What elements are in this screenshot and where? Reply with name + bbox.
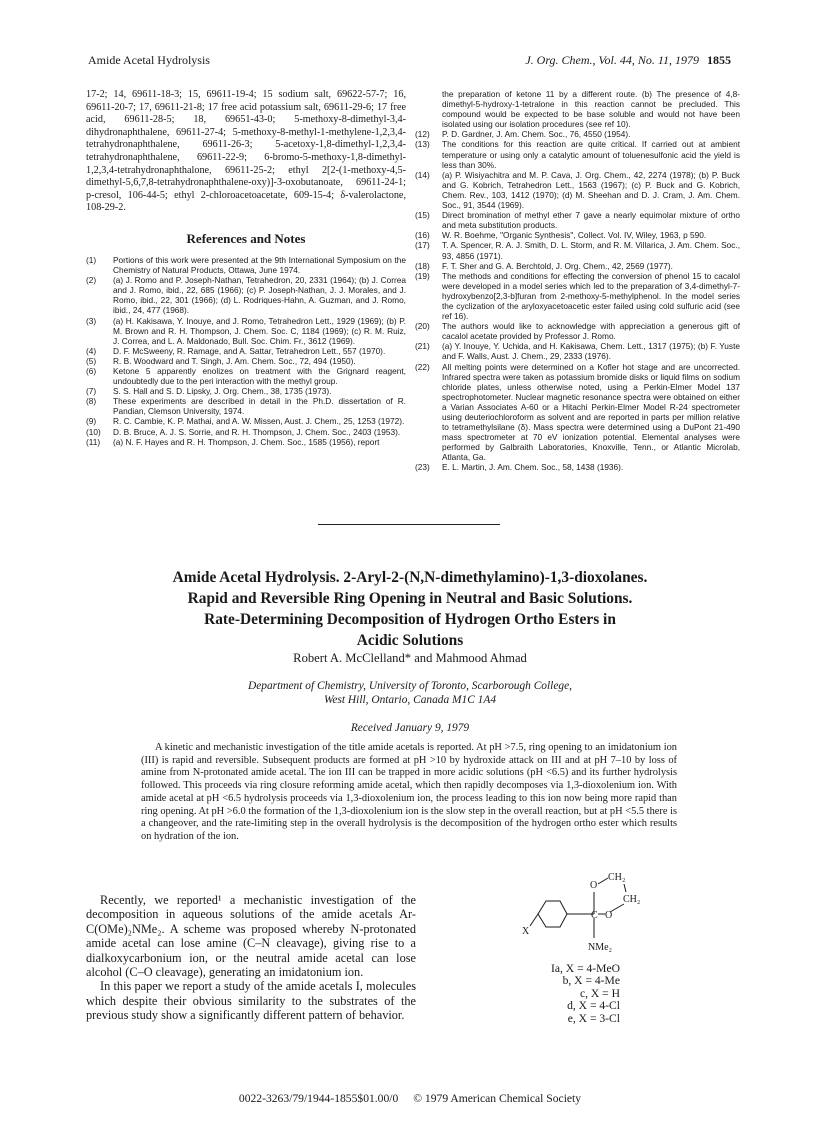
reference-text: (a) H. Kakisawa, Y. Inouye, and J. Romo, Tetrahedron Lett., 1929 (1969); (b) P. M. Brown and R. H. Thompson, J. Chem. Soc. C, 1184 (1969); (c) R. M. Ruiz, J. Correa, and L. A. Maldonado, Bull. Soc. Chim. Fr., 3612 (1969). bbox=[113, 315, 406, 346]
received-date: Received January 9, 1979 bbox=[350, 722, 470, 734]
reference-number: (14) bbox=[415, 169, 430, 180]
reference-number: (8) bbox=[86, 396, 97, 407]
reference-item bbox=[86, 316, 406, 346]
reference-item bbox=[86, 416, 406, 426]
x-substituent-label: X bbox=[522, 926, 530, 937]
nme2-label: NMe₂ bbox=[588, 942, 613, 953]
o-right-label: O bbox=[605, 910, 613, 921]
reference-number: (20) bbox=[415, 321, 430, 332]
journal-citation: J. Org. Chem., Vol. 44, No. 11, 1979 bbox=[525, 53, 699, 67]
reference-number: (5) bbox=[86, 355, 97, 366]
right-column bbox=[415, 89, 740, 473]
compound-item: Ia, X = 4-MeO bbox=[551, 962, 620, 975]
reference-item bbox=[86, 437, 406, 447]
reference-item bbox=[415, 139, 740, 169]
compound-item: e, X = 3-Cl bbox=[567, 1011, 620, 1025]
reference-item bbox=[415, 210, 740, 230]
reference-text: (a) Y. Inouye, Y. Uchida, and H. Kakisawa, Chem. Lett., 1317 (1975); (b) F. Yuste and F. Walls, Aust. J. Chem., 29, 2333 (1976). bbox=[442, 341, 740, 362]
c-center-label: C bbox=[591, 910, 598, 921]
paragraph: In this paper we report a study of the amide acetals I, molecules which despite their obvious similarity to the substrates of the previous study show a significantly different pattern of behavior. bbox=[86, 979, 416, 1023]
reference-item bbox=[415, 240, 740, 260]
reference-text: D. B. Bruce, A. J. S. Sorrie, and R. H. Thompson, J. Chem. Soc., 2403 (1953). bbox=[113, 426, 401, 437]
reference-text: S. S. Hall and S. D. Lipsky, J. Org. Chem., 38, 1735 (1973). bbox=[113, 386, 332, 397]
reference-text: (a) P. Wisiyachitra and M. P. Cava, J. Org. Chem., 42, 2274 (1978); (b) P. Buck and G. Kobrich, Tetrahedron Lett., 1563 (1967); (c) P. Buck and G. Kobrich, Chem. Rev., 103, 1412 (1970); (d) M. Sheehan and D. J. Cram, J. Am. Chem. Soc., 91, 3544 (1969). bbox=[442, 169, 740, 211]
affiliation-line: West Hill, Ontario, Canada M1C 1A4 bbox=[323, 694, 497, 706]
reference-text: The conditions for this reaction are quite critical. If carried out at ambient temperature or using only a catalytic amount of toluenesulfonic acid the yield is less than 30%. bbox=[442, 139, 740, 170]
affiliation bbox=[90, 679, 730, 707]
reference-number: (12) bbox=[415, 129, 430, 140]
reference-text: All melting points were determined on a Kofler hot stage and are uncorrected. Infrared spectra were taken as potassium bromide disks or liquid films on sodium chloride plates, unless otherwise noted, using a Perkin-Elmer Model 137 spectrophotometer. Nuclear magnetic resonance spectra were obtained on either a Varian Associates A-60 or a Hitachi Perkin-Elmer Model R-24 spectrometer using deuteriochloroform as solvent and are reported in parts per million relative to tetramethylsilane (δ). Mass spectra were determined using a DuPont 21-490 mass spectrometer at 70 eV ionization potential. Elemental analyses were performed by Galbraith Laboratories, Knoxville, Tenn., or Atlantic Microlab, Atlanta, Ga. bbox=[442, 361, 740, 463]
reference-text: R. C. Cambie, K. P. Mathai, and A. W. Missen, Aust. J. Chem., 25, 1253 (1972). bbox=[113, 416, 405, 427]
reference-text: D. F. McSweeny, R. Ramage, and A. Sattar, Tetrahedron Lett., 557 (1970). bbox=[113, 345, 386, 356]
references-heading: References and Notes bbox=[186, 230, 306, 246]
ch2-top-label: CH₂ bbox=[608, 872, 626, 883]
reference-number: (3) bbox=[86, 315, 97, 326]
reference-continuation bbox=[415, 89, 740, 129]
reference-number: (1) bbox=[86, 254, 97, 265]
copyright: © 1979 American Chemical Society bbox=[413, 1092, 582, 1105]
reference-number: (4) bbox=[86, 345, 97, 356]
reference-number: (13) bbox=[415, 139, 430, 150]
cas-registry-text: 17-2; 14, 69611-18-3; 15, 69611-19-4; 15 sodium salt, 69622-57-7; 16, 69611-20-7; 17, 69611-21-8; 17 free acid potassium salt, 69611-29-6; 17 free acid, 69611-28-5; 18, 69651-43-0; 5-methoxy-8-dimethyl-3,4-dihydronaphthalene, 69611-27-4; 5-methoxy-8-methyl-1-methylene-1,2,3,4-tetrahydronaphthalene, 69611-26-3; 5-acetoxy-1,8-dimethyl-1,2,3,4-tetrahydronaphthalene, 69611-22-9; 6-bromo-5-methoxy-1,8-dimethyl-1,2,3,4-tetrahydronaphthalone, 69611-25-2; ethyl 2[2-(1-methoxy-4,5-dimethyl-5,6,7,8-tetrahydronaphthalene-oxy)]-3-oxobutanoate, 69611-24-1; p-cresol, 106-44-5; ethyl 2-chloroacetoacetate, 609-15-4; δ-valerolactone, 108-29-2. bbox=[86, 89, 406, 214]
reference-item bbox=[415, 271, 740, 321]
o-ch2-bond bbox=[598, 878, 608, 884]
reference-number: (2) bbox=[86, 275, 97, 286]
left-column bbox=[86, 89, 406, 447]
reference-text: W. R. Boehme, "Organic Synthesis", Collect. Vol. IV, Wiley, 1963, p 590. bbox=[442, 230, 707, 241]
compound-item: c, X = H bbox=[579, 986, 620, 1000]
benzene-ring bbox=[538, 901, 567, 927]
reference-number: (11) bbox=[86, 436, 101, 447]
reference-text: These experiments are described in detail in the Ph.D. dissertation of R. Pandian, Clemson University, 1974. bbox=[113, 396, 406, 417]
body-text bbox=[86, 893, 416, 1023]
footer bbox=[90, 1092, 730, 1105]
running-header-journal bbox=[525, 53, 731, 68]
reference-item bbox=[86, 275, 406, 315]
reference-number: (10) bbox=[86, 426, 101, 437]
reference-number: (17) bbox=[415, 240, 430, 251]
title-line: Rapid and Reversible Ring Opening in Neutral and Basic Solutions. bbox=[187, 590, 633, 607]
reference-item bbox=[86, 427, 406, 437]
page-number: 1855 bbox=[707, 53, 731, 67]
reference-text: the preparation of ketone 11 by a different route. (b) The presence of 4,8-dimethyl-5-hydroxy-1-tetralone in this reaction cannot be precluded. This compound would be expected to be base soluble and would not have been isolated using our isolation procedures (see ref 10). bbox=[442, 89, 740, 130]
reference-item bbox=[86, 255, 406, 275]
chemical-structure bbox=[508, 870, 658, 956]
reference-number: (7) bbox=[86, 386, 97, 397]
reference-number: (9) bbox=[86, 416, 97, 427]
reference-item bbox=[86, 386, 406, 396]
reference-number: (16) bbox=[415, 230, 430, 241]
reference-number: (21) bbox=[415, 341, 430, 352]
reference-number: (23) bbox=[415, 462, 430, 473]
reference-item bbox=[415, 341, 740, 361]
compound-list bbox=[540, 963, 630, 1025]
reference-item bbox=[415, 230, 740, 240]
reference-text: R. B. Woodward and T. Singh, J. Am. Chem. Soc., 72, 494 (1950). bbox=[113, 355, 356, 366]
o-top-label: O bbox=[590, 880, 598, 891]
reference-text: Ketone 5 apparently enolizes on treatment with the Grignard reagent, undoubtedly due to the peri interaction with the methyl group. bbox=[113, 365, 406, 387]
reference-item bbox=[86, 396, 406, 416]
title-line: Rate-Determining Decomposition of Hydrogen Ortho Esters in bbox=[204, 611, 616, 628]
reference-item bbox=[415, 170, 740, 210]
reference-text: The methods and conditions for effecting the conversion of phenol 15 to cacalol were developed in a model series which led to the preparation of 3,4-dimethyl-7-hydroxybenzo[2,3-b]furan from 2-methoxy-5-methylphenol. In the model series the cyclization of the aryloxyacetoacetic ester failed using cold sulfuric acid (see ref 16). bbox=[442, 270, 740, 322]
running-header-title: Amide Acetal Hydrolysis bbox=[88, 53, 210, 67]
article-code: 0022-3263/79/1944-1855$01.00/0 bbox=[238, 1092, 399, 1105]
x-bond bbox=[530, 914, 538, 926]
reference-text: P. D. Gardner, J. Am. Chem. Soc., 76, 4550 (1954). bbox=[442, 129, 631, 140]
references-list-right bbox=[415, 129, 740, 472]
reference-number: (6) bbox=[86, 365, 97, 376]
authors: Robert A. McClelland* and Mahmood Ahmad bbox=[293, 651, 527, 665]
compound-item: b, X = 4-Me bbox=[562, 974, 620, 988]
reference-text: Direct bromination of methyl ether 7 gave a nearly equimolar mixture of ortho and meta substitution products. bbox=[442, 210, 740, 231]
reference-item bbox=[415, 362, 740, 463]
reference-text: (a) N. F. Hayes and R. H. Thompson, J. Chem. Soc., 1585 (1956), report bbox=[113, 436, 380, 447]
section-divider bbox=[318, 524, 500, 525]
reference-item bbox=[86, 366, 406, 386]
reference-number: (19) bbox=[415, 270, 430, 281]
reference-number: (18) bbox=[415, 260, 430, 271]
reference-text: E. L. Martin, J. Am. Chem. Soc., 58, 1438 (1936). bbox=[442, 462, 624, 473]
ch2-ch2-bond bbox=[624, 884, 626, 892]
reference-item bbox=[415, 321, 740, 341]
title-line: Amide Acetal Hydrolysis. 2-Aryl-2-(N,N-dimethylamino)-1,3-dioxolanes. bbox=[172, 569, 648, 586]
reference-text: Portions of this work were presented at the 9th International Symposium on the Chemistry of Natural Products, Ottawa, June 1974. bbox=[113, 254, 406, 276]
reference-item bbox=[415, 129, 740, 139]
affiliation-line: Department of Chemistry, University of Toronto, Scarborough College, bbox=[248, 680, 572, 692]
references-list-left bbox=[86, 255, 406, 447]
reference-item bbox=[415, 462, 740, 472]
reference-number: (22) bbox=[415, 361, 430, 372]
ch2-right-label: CH₂ bbox=[623, 894, 641, 905]
abstract: A kinetic and mechanistic investigation of the title amide acetals is reported. At pH >7.5, ring opening to an imidatonium ion (III) is rapid and reversible. Subsequent products are formed at pH >10 by hydroxide attack on III and at pH 7–10 by loss of amine from N-protonated amide acetal. The ion III can be trapped in more acidic solutions (pH <6.5) and its further hydrolysis followed. This proceeds via ring closure reforming amide acetal, which then rapidly decomposes via 1,3-dioxolenium ion. With amide acetal at pH <6.5 hydrolysis proceeds via 1,3-dioxolenium ion, the process leading to this ion now being more rapid than ring opening. At pH >6.0 the formation of the 1,3-dioxolenium ion is the slow step in the overall reaction, but at pH <5.5 there is a changeover, and the rate-limiting step in the overall hydrolysis is the decomposition of the hydrogen ortho ester which results on hydration of the ion. bbox=[141, 742, 677, 842]
reference-text: T. A. Spencer, R. A. J. Smith, D. L. Storm, and R. M. Villarica, J. Am. Chem. Soc., 93, 4856 (1971). bbox=[442, 240, 740, 261]
article-title bbox=[90, 567, 730, 651]
reference-text: F. T. Sher and G. A. Berchtold, J. Org. Chem., 42, 2569 (1977). bbox=[442, 260, 673, 271]
reference-item bbox=[86, 356, 406, 366]
reference-text: The authors would like to acknowledge with appreciation a generous gift of cacalol acetate provided by Professor J. Romo. bbox=[442, 321, 740, 342]
reference-number: (15) bbox=[415, 210, 430, 221]
reference-item bbox=[415, 261, 740, 271]
reference-text: (a) J. Romo and P. Joseph-Nathan, Tetrahedron, 20, 2331 (1964); (b) J. Correa and J. Romo, ibid., 22, 685 (1966); (c) P. Joseph-Nathan, J. J. Morales, and J. Romo, ibid., 22, 301 (1966); (d) L. Rodriques-Hahn, A. Guzman, and J. Romo, ibid., 24, 477 (1968). bbox=[113, 275, 406, 316]
reference-item bbox=[86, 346, 406, 356]
paragraph: Recently, we reported¹ a mechanistic investigation of the decomposition in aqueous solutions of the amide acetals Ar-C(OMe)₂NMe₂. A scheme was proposed whereby N-protonated amide acetal can lose amine (C–N cleavage), giving rise to a dialkoxycarbonium ion, or the neutral amide acetal can lose alcohol (C–O cleavage), generating an imidatonium ion. bbox=[86, 893, 416, 980]
compound-item: d, X = 4-Cl bbox=[567, 999, 620, 1013]
title-line: Acidic Solutions bbox=[356, 632, 464, 649]
